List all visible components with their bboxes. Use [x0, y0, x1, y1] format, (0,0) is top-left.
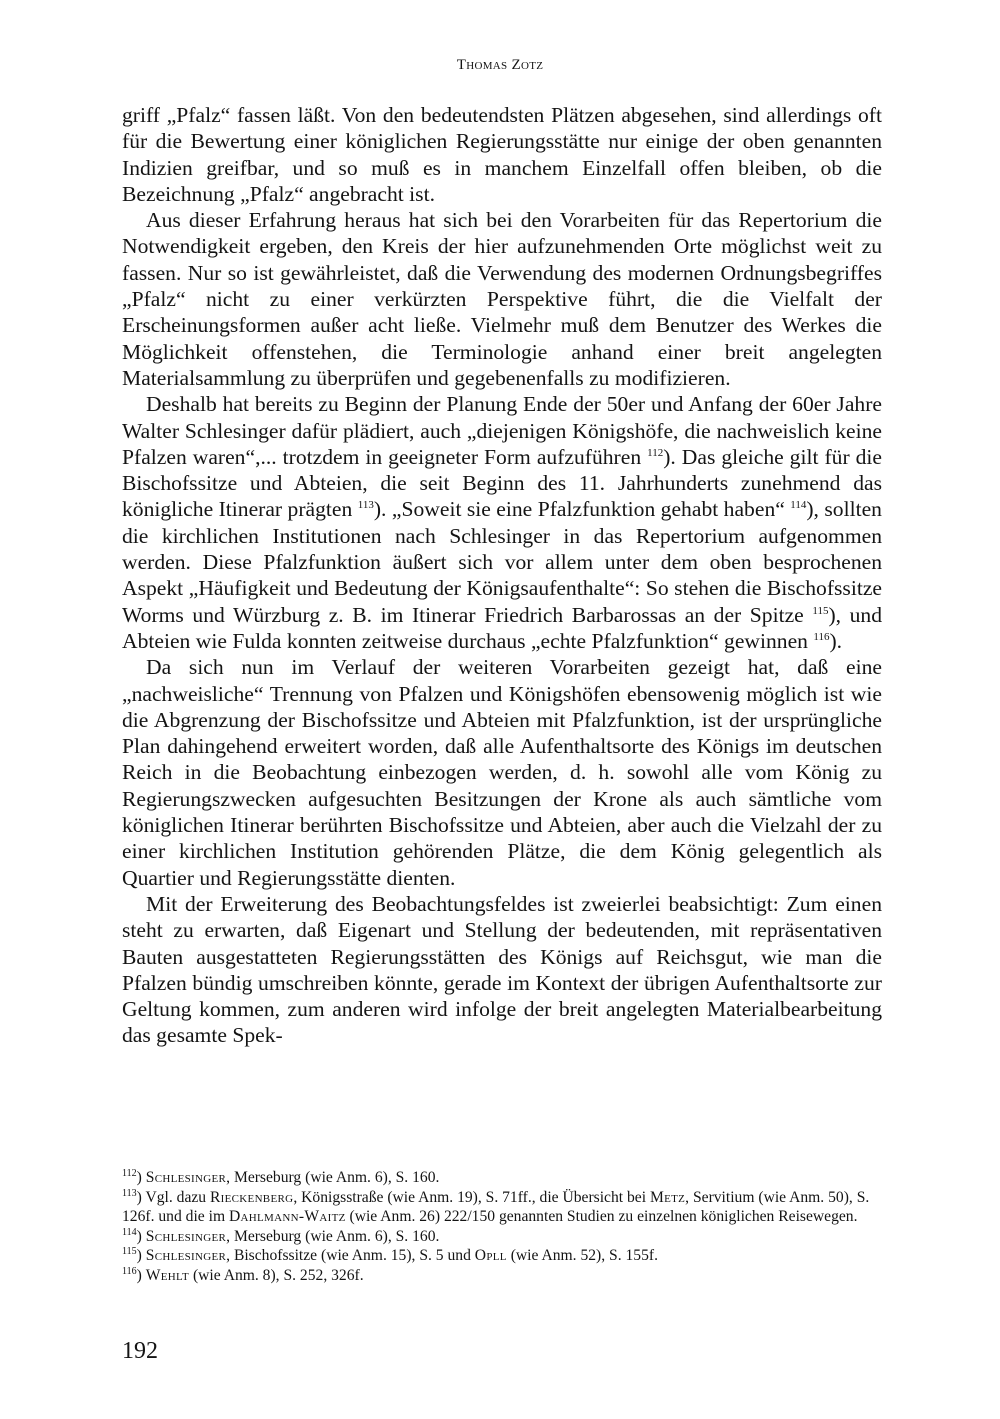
footnote-text: (wie Anm. 26) 222/150 genannten Studien zu einzelnen königlichen Reisewegen.: [345, 1208, 858, 1225]
footnote-text: , Königsstraße (wie Anm. 19), S. 71ff., die Übersicht bei: [293, 1188, 650, 1206]
footnote-text: (wie Anm. 52), S. 155f.: [506, 1247, 658, 1264]
footnote-114: $^{114}$) Schlesinger, Merseburg (wie Anm. 6), S. 160.: [122, 1226, 440, 1245]
paragraph-4: Da sich nun im Verlauf der weiteren Vorarbeiten gezeigt hat, daß eine „nachweisliche“ Trennung von Pfalzen und Königshöfen ebensowenig möglich ist wie die Abgrenzung der Bischofssitze und Abteien mit Pfalzfunktion, ist der ursprüngliche Plan dahingehend erweitert worden, daß alle Aufenthaltsorte des Königs im deutschen Reich in die Beobachtung einbezogen werden, d. h. sowohl alle vom König zu Regierungszwecken aufgesuchten Besitzungen der Krone als auch sämtliche vom königlichen Itinerar berührten Bischofssitze und Abteien, aber auch die Vielzahl der zu einer kirchlichen Institution gehörenden Plätze, die dem König gelegentlich als Quartier und Regierungsstätte dienten.: [122, 655, 882, 890]
page-number: 192: [122, 1338, 158, 1364]
footnote-115: $^{115}$) Schlesinger, Bischofssitze (wie Anm. 15), S. 5 und Opll (wie Anm. 52), S. 155f.: [122, 1245, 658, 1264]
footnote-ref-113[interactable]: 113: [357, 499, 374, 512]
footnote-ref-112[interactable]: 112: [647, 446, 664, 459]
footnote-112: $^{112}$) Schlesinger, Merseburg (wie Anm. 6), S. 160.: [122, 1167, 440, 1186]
footnote-text: , Merseburg (wie Anm. 6), S. 160.: [226, 1227, 440, 1245]
footnote-number: 113: [122, 1187, 137, 1199]
footnote-number: 116: [122, 1265, 137, 1277]
author-name: Rieckenberg: [209, 1188, 294, 1206]
paragraph-3-text: ), sollten die kirchlichen Institutionen nach Schlesinger in das Repertorium aufgenommen werden. Diese Pfalzfunktion äußert sich vor allem unter dem oben besprochenen Aspekt „Häufigkeit und Bedeutung der Königsaufenthalte“: So stehen die Bischofssitze Worms und Würzburg z. B. im Itinerar Friedrich Barbarossas an der Spitze: [122, 497, 882, 627]
author-name: Schlesinger: [145, 1227, 227, 1245]
running-head: Thomas Zotz: [456, 57, 544, 73]
footnotes: [122, 1168, 882, 1285]
paragraph-3: [122, 391, 882, 654]
footnote-text: (wie Anm. 8), S. 252, 326f.: [189, 1266, 364, 1284]
paragraph-1: griff „Pfalz“ fassen läßt. Von den bedeutendsten Plätzen abgesehen, sind allerdings oft für die Bewertung einer königlichen Regierungsstätte nur einige der oben genannten Indizien greifbar, und so muß es in manchem Einzelfall offen bleiben, ob die Bezeichnung „Pfalz“ angebracht ist.: [122, 103, 882, 206]
footnote-number: 114: [122, 1226, 137, 1238]
author-name: Metz: [649, 1188, 686, 1206]
footnote-number: 115: [122, 1245, 137, 1257]
author-name: Wehlt: [145, 1266, 190, 1284]
footnote-113: $^{113}$) Vgl. dazu Rieckenberg, Königsstraße (wie Anm. 19), S. 71ff., die Übersicht bei Metz, Servitium (wie Anm. 50), S. 126f. und die im Dahlmann-Waitz (wie Anm. 26) 222/150 genannten Studien zu einzelnen königlichen Reisewegen.: [122, 1187, 870, 1225]
author-name: Opll: [474, 1247, 507, 1264]
paragraph-3-text: ). „Soweit sie eine Pfalzfunktion gehabt haben“: [373, 497, 785, 522]
paragraph-3-text: ). Das gleiche gilt für die Bischofssitze und Abteien, die seit Beginn des 11. Jahrhunderts zunehmend das königliche Itinerar prägten: [122, 444, 882, 522]
footnote-text: Vgl. dazu: [145, 1188, 210, 1206]
footnote-number: 112: [122, 1167, 137, 1179]
paragraph-3-text: ).: [829, 628, 843, 653]
paragraph-2: Aus dieser Erfahrung heraus hat sich bei den Vorarbeiten für das Repertorium die Notwendigkeit ergeben, den Kreis der hier aufzunehmenden Orte möglichst weit zu fassen. Nur so ist gewährleistet, daß die Verwendung des modernen Ordnungsbegriffes „Pfalz“ nicht zu einer verkürzten Perspektive führt, die die Vielfalt der Erscheinungsformen außer acht ließe. Vielmehr muß dem Benutzer des Werkes die Möglichkeit offenstehen, die Terminologie anhand einer breit angelegten Materialsammlung zu überprüfen und gegebenenfalls zu modifizieren.: [122, 208, 882, 390]
footnote-ref-114[interactable]: 114: [790, 499, 807, 512]
footnote-text: , Merseburg (wie Anm. 6), S. 160.: [226, 1169, 440, 1186]
footnote-ref-116[interactable]: 116: [813, 630, 830, 643]
paragraph-3-text: ), und Abteien wie Fulda konnten zeitweise durchaus „echte Pfalzfunktion“ gewinnen: [122, 602, 883, 653]
author-name: Schlesinger: [145, 1247, 227, 1264]
footnote-ref-115[interactable]: 115: [812, 604, 829, 617]
footnote-text: , Servitium (wie Anm. 50), S. 126f. und die im: [122, 1188, 870, 1225]
author-name: Schlesinger: [145, 1169, 227, 1186]
main-text: [122, 102, 882, 1049]
paragraph-5: Mit der Erweiterung des Beobachtungsfeldes ist zweierlei beabsichtigt: Zum einen steht zu erwarten, daß Eigenart und Stellung der bedeutenden, mit repräsentativen Bauten ausgestatteten Regierungsstätten des Königs auf Reichsgut, wie man die Pfalzen bündig umschreiben könnte, gerade im Kontext der übrigen Aufenthaltsorte zur Geltung kommen, zum anderen wird infolge der breit angelegten Materialbearbeitung das gesamte Spek-: [122, 891, 882, 1048]
footnote-text: , Bischofssitze (wie Anm. 15), S. 5 und: [226, 1247, 475, 1264]
paragraph-3-text: Deshalb hat bereits zu Beginn der Planung Ende der 50er und Anfang der 60er Jahre Walter Schlesinger dafür plädiert, auch „diejenigen Königshöfe, die nachweislich keine Pfalzen waren“,... trotzdem in geeigneter Form aufzuführen: [122, 392, 882, 469]
author-name: Dahlmann-Waitz: [228, 1208, 346, 1225]
footnote-116: $^{116}$) Wehlt (wie Anm. 8), S. 252, 326f.: [122, 1265, 364, 1284]
